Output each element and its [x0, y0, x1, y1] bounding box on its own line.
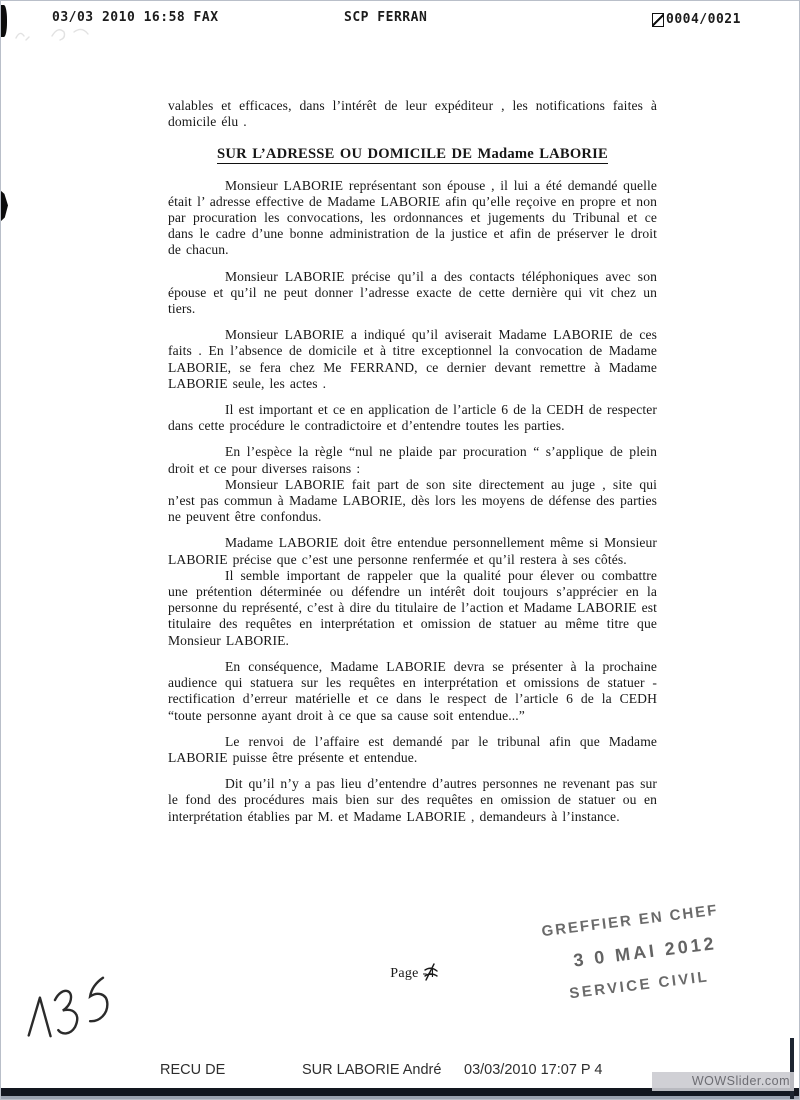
handwritten-folio-number	[10, 960, 135, 1061]
stamp-title: GREFFIER EN CHEF	[540, 901, 720, 941]
received-from-label: RECU DE	[160, 1062, 226, 1078]
stamp-date: 3 0 MAI 2012	[572, 933, 718, 971]
paragraph: Monsieur LABORIE représentant son épouse , il lui a été demandé quelle était l’ adresse effective de Madame LABORIE afin qu’elle reçoive en propre et non par procuration les convocations, les ordonnances et jugements du Tribunal et ce dans le cadre d’une bonne administration de la justice et afin de préserver le droit de chacun.	[168, 177, 657, 258]
wowslider-watermark: WOWSlider.com	[652, 1072, 794, 1091]
paragraph: Monsieur LABORIE précise qu’il a des contacts téléphoniques avec son épouse et qu’il ne peut donner l’adresse exacte de cette dernière qui vit chez un tiers.	[168, 268, 657, 317]
stamp-service: SERVICE CIVIL	[568, 968, 711, 1003]
page-number: Page -4	[168, 966, 657, 982]
fax-timestamp: 03/03 2010 16:58 FAX	[52, 10, 219, 25]
paragraph: Le renvoi de l’affaire est demandé par le tribunal afin que Madame LABORIE puisse être présente et entendue.	[168, 733, 657, 765]
fax-page-counter	[652, 12, 741, 27]
fax-header	[0, 8, 800, 30]
sender-name: SUR LABORIE André	[302, 1062, 442, 1078]
section-heading: SUR L’ADRESSE OU DOMICILE DE Madame LABORIE	[217, 146, 608, 163]
paragraph: Monsieur LABORIE a indiqué qu’il aviserait Madame LABORIE de ces faits . En l’absence de domicile et à titre exceptionnel la convocation de Madame LABORIE, se fera chez Me FERRAND, ce dernier devant remettre à Madame LABORIE seule, les actes .	[168, 327, 657, 391]
document-body	[168, 98, 657, 835]
paragraph: Il semble important de rappeler que la qualité pour élever ou combattre une prétention déterminée ou défendre un intérêt doit toujours s’apprécier en la personne du représenté, c’est à dire du titulaire de l’action et Madame LABORIE est titulaire des requêtes en interprétation et omission de statuer au même titre que Monsieur LABORIE.	[168, 567, 657, 648]
fax-page-count: 0004/0021	[666, 12, 741, 27]
paragraph: Monsieur LABORIE fait part de son site directement au juge , site qui n’est pas commun à Madame LABORIE, dès lors les moyens de défense des parties ne peuvent être confondus.	[168, 476, 657, 525]
scan-bottom-strip	[0, 1096, 800, 1100]
paragraph: En conséquence, Madame LABORIE devra se présenter à la prochaine audience qui statuera sur les requêtes en interprétation et omissions de statuer - rectification d’erreur matérielle et ce dans le respect de l’article 6 de la CEDH “toute personne ayant droit à ce que sa cause soit entendue...”	[168, 658, 657, 723]
paragraph: Madame LABORIE doit être entendue personnellement même si Monsieur LABORIE précise que c’est une personne renfermée et qu’il restera à ses côtés.	[168, 535, 657, 567]
receive-datetime: 03/03/2010 17:07 P 4	[464, 1062, 603, 1078]
paragraph: En l’espèce la règle “nul ne plaide par procuration “ s’applique de plein droit et ce pour diverses raisons :	[168, 444, 657, 476]
greffier-stamp	[539, 901, 733, 1005]
pen-scribble	[423, 962, 441, 984]
paragraph: Il est important et ce en application de l’article 6 de la CEDH de respecter dans cette procédure le contradictoire et d’entendre toutes les parties.	[168, 402, 657, 434]
fax-page-icon	[652, 13, 664, 27]
paragraph: Dit qu’il n’y a pas lieu d’entendre d’autres personnes ne revenant pas sur le fond des procédures mais bien sur des requêtes en omission de statuer ou en interprétation établies par M. et Madame LABORIE , demandeurs à l’instance.	[168, 776, 657, 824]
intro-paragraph: valables et efficaces, dans l’intérêt de leur expéditeur , les notifications faites à domicile élu .	[168, 98, 657, 130]
page-number-digit: 4	[427, 966, 435, 981]
scan-edge-artifact	[0, 190, 8, 222]
fax-sender-name: SCP FERRAN	[344, 10, 428, 25]
